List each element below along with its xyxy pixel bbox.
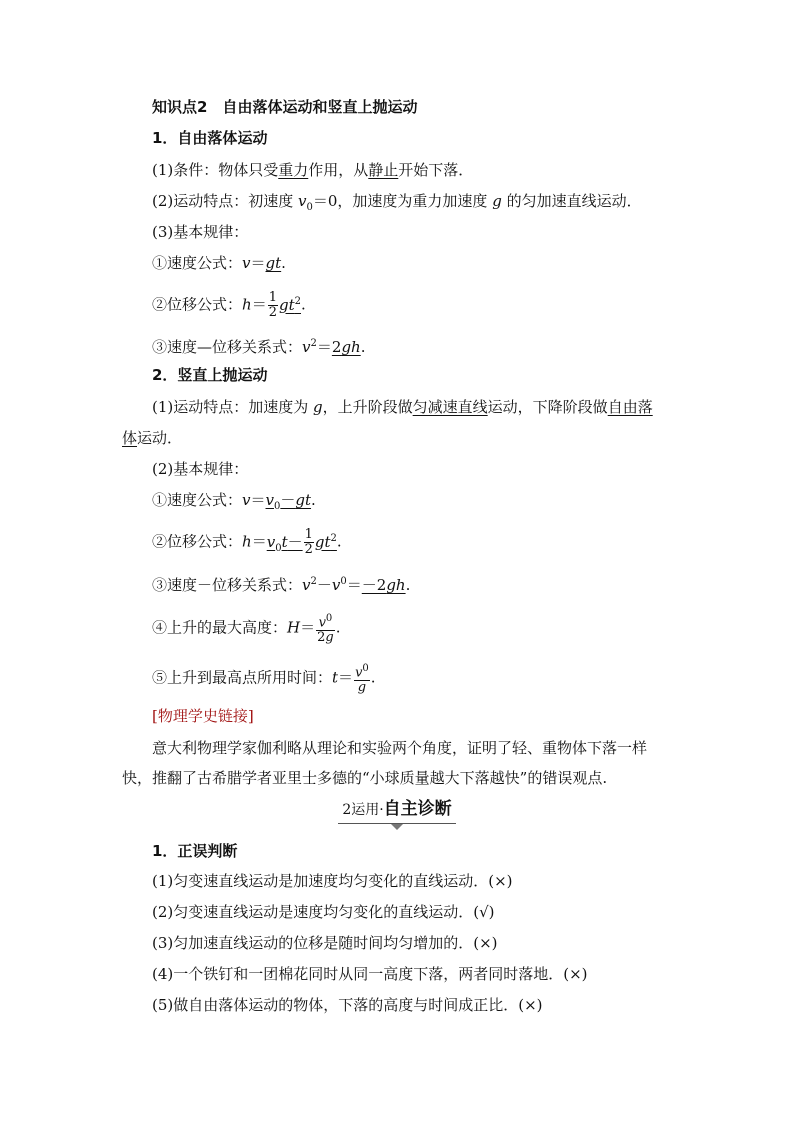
judge-item: (1)匀变速直线运动是加速度均匀变化的直线运动．(×) [152,872,513,890]
text-span: 运动． [137,429,183,447]
freefall-velocity-displacement: ③速度—位移关系式：$v^2=2gh$. [152,338,366,356]
freefall-displacement-formula: ②位移公式：h＝ $\frac{1}{2}$ $gt^2$. [152,290,306,320]
freefall-title: 1．自由落体运动 [152,129,268,147]
text-span: 的匀加速直线运动． [506,192,642,210]
text-span: ①速度公式： [152,491,243,509]
vertical-throw-title: 2．竖直上抛运动 [152,366,268,384]
vertical-velocity-formula: ①速度公式：$v=v_0-gt$. [152,491,316,512]
history-text-line2: 快，推翻了古希腊学者亚里士多德的“小球质量越大下落越快”的错误观点. [122,769,608,787]
banner-prefix: 2运用· [342,802,384,818]
judge-item: (2)匀变速直线运动是速度均匀变化的直线运动．(√) [152,903,495,921]
text-span: ，上升阶段做 [322,398,413,416]
answer-blank: 静止 [368,161,399,179]
freefall-laws: (3)基本规律： [152,223,249,241]
text-span: ＝0，加速度为重力加速度 [312,192,488,210]
text-span: (1)条件：物体只受 [152,161,279,179]
judge-item: (5)做自由落体运动的物体，下落的高度与时间成正比．(×) [152,996,543,1014]
judge-item: (4)一个铁钉和一团棉花同时从同一高度下落，两者同时落地．(×) [152,965,588,983]
vertical-throw-feature: (1)运动特点：加速度为 g，上升阶段做匀减速直线运动，下降阶段做自由落 [152,398,653,416]
knowledge-point-heading: 知识点2 自由落体运动和竖直上抛运动 [152,98,418,116]
banner-arrow-icon [391,824,403,830]
text-span: (1)运动特点：加速度为 [152,398,309,416]
vertical-throw-feature-cont [122,428,182,448]
text-span: ③速度－位移关系式： [152,576,303,594]
time-to-top-formula: ⑤上升到最高点所用时间：t＝ $\frac{v^0}{g}$ . [152,663,376,696]
text-span: ①速度公式： [152,254,243,272]
freefall-condition [152,160,473,180]
section-banner [0,798,794,824]
freefall-feature: (2)运动特点：初速度 $v_0=0$，加速度为重力加速度 g 的匀加速直线运动． [152,192,642,213]
text-span: ④上升的最大高度： [152,618,288,637]
text-span: ⑤上升到最高点所用时间： [152,668,333,687]
history-text-line1: 意大利物理学家伽利略从理论和实验两个角度，证明了轻、重物体下落一样 [152,739,648,757]
banner-title: 自主诊断 [383,799,452,819]
max-height-formula: ④上升的最大高度：H＝ $\frac{v^0}{2g}$ . [152,613,341,646]
answer-blank: 自由落 [607,398,653,416]
freefall-velocity-formula: ①速度公式：v＝gt. [152,254,286,272]
text-span: ③速度—位移关系式： [152,338,303,356]
answer-blank: 体 [122,429,138,447]
answer-blank: 匀减速直线 [412,398,488,416]
physics-history-label: [物理学史链接] [152,707,254,725]
text-span: 运动，下降阶段做 [487,398,608,416]
judge-title: 1．正误判断 [152,842,238,860]
vertical-displacement-formula: ②位移公式：$h=v_0t-$ $\frac{1}{2}$ $gt^2$. [152,527,342,557]
text-span: ②位移公式： [152,532,243,551]
vertical-velocity-displacement: ③速度－位移关系式：$v^2-v^0=-2gh$. [152,576,411,594]
answer-blank: 重力 [278,161,309,179]
vertical-throw-laws: (2)基本规律： [152,460,249,478]
text-span: 开始下落． [398,161,474,179]
text-span: 作用，从 [308,161,369,179]
judge-item: (3)匀加速直线运动的位移是随时间均匀增加的．(×) [152,934,498,952]
text-span: (2)运动特点：初速度 [152,192,294,210]
text-span: ②位移公式： [152,295,243,314]
